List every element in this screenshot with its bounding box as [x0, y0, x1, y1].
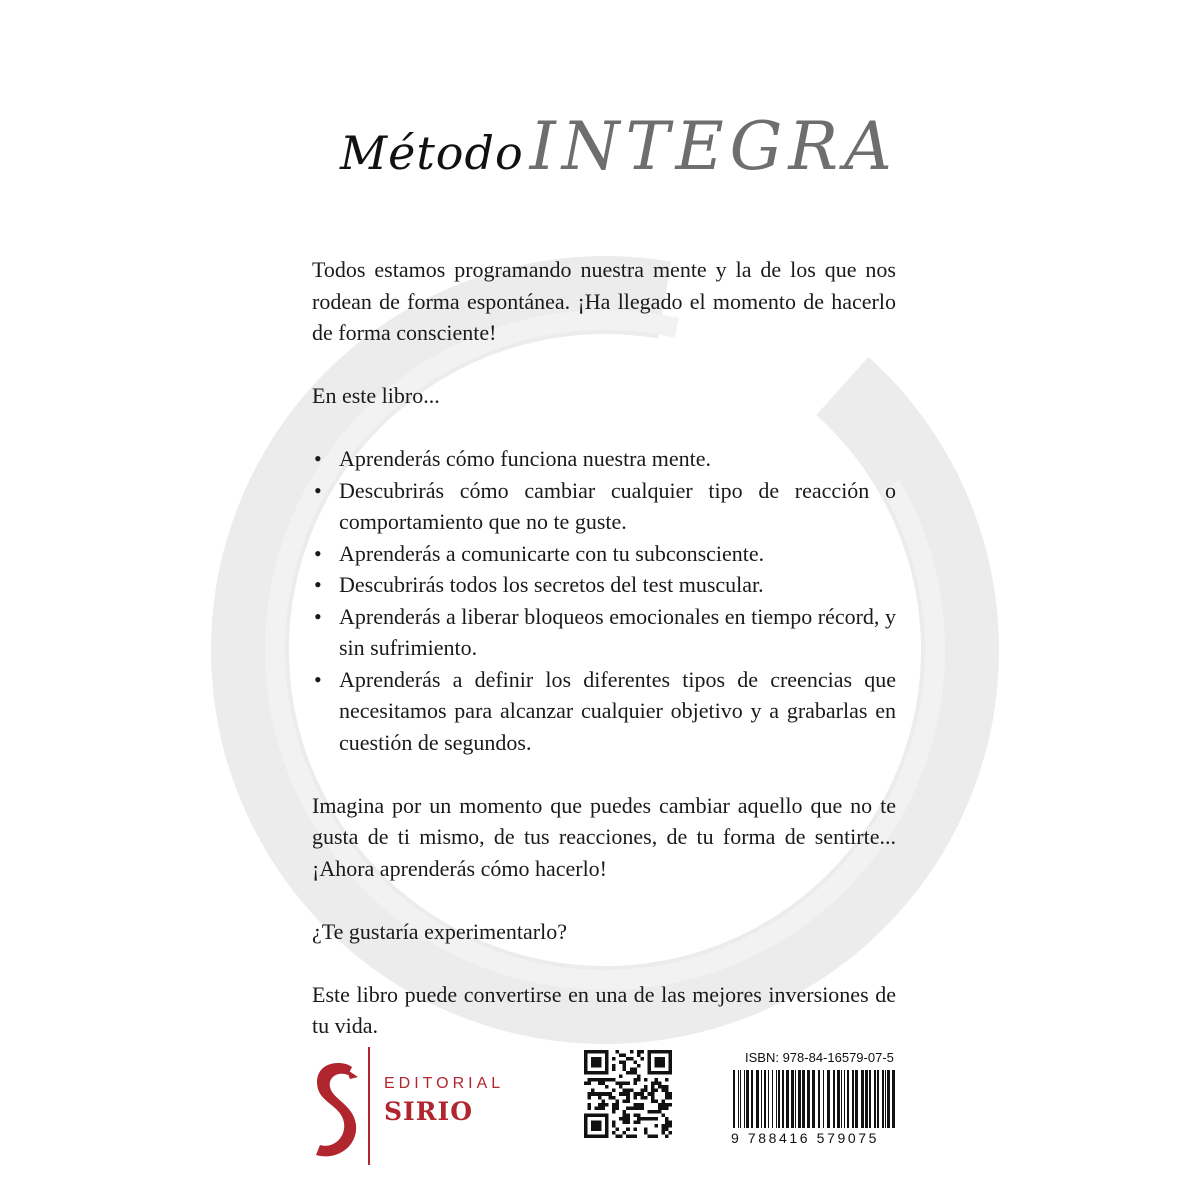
publisher-logo: [308, 1045, 538, 1165]
publisher-line1: EDITORIAL: [384, 1075, 505, 1092]
title-part1: Método: [340, 126, 524, 180]
question-paragraph: ¿Te gustaría experimentarlo?: [312, 918, 567, 944]
isbn-digits: 9 788416 579075: [731, 1130, 879, 1146]
back-cover-text: [312, 254, 896, 1042]
qr-code-icon: [584, 1050, 672, 1138]
swan-logo-icon: [308, 1059, 360, 1159]
list-item: • Descubrirás cómo cambiar cualquier tipo de reacción o comportamiento que no te guste.: [314, 477, 896, 534]
feature-list: [312, 443, 896, 758]
barcode-icon: [731, 1070, 899, 1134]
logo-divider: [368, 1047, 370, 1165]
closing-paragraph: Este libro puede convertirse en una de las mejores inversiones de tu vida.: [312, 981, 896, 1038]
isbn-label: ISBN: 978-84-16579-07-5: [745, 1050, 894, 1065]
book-title: [340, 108, 900, 188]
publisher-line2: SIRIO: [384, 1097, 473, 1126]
list-item: • Aprenderás a comunicarte con tu subconsciente.: [314, 540, 765, 566]
list-item: • Descubrirás todos los secretos del test muscular.: [314, 572, 764, 597]
title-part2: INTEGRA: [529, 108, 898, 185]
imagine-paragraph: Imagina por un momento que puedes cambiar aquello que no te gusta de ti mismo, de tus reacciones, de tu forma de sentirte... ¡Ahora aprenderás cómo hacerlo!: [312, 792, 896, 881]
list-item: • Aprenderás a definir los diferentes tipos de creencias que necesitamos para alcanzar cualquier objetivo y a grabarlas en cuestión de segundos.: [314, 666, 896, 755]
lead-paragraph: En este libro...: [312, 383, 440, 408]
intro-paragraph: Todos estamos programando nuestra mente y la de los que nos rodean de forma espontánea. ¡Ha llegado el momento de hacerlo de forma consciente!: [312, 257, 896, 345]
list-item: • Aprenderás a liberar bloqueos emocionales en tiempo récord, y sin sufrimiento.: [314, 603, 896, 660]
list-item: • Aprenderás cómo funciona nuestra mente.: [314, 446, 712, 471]
